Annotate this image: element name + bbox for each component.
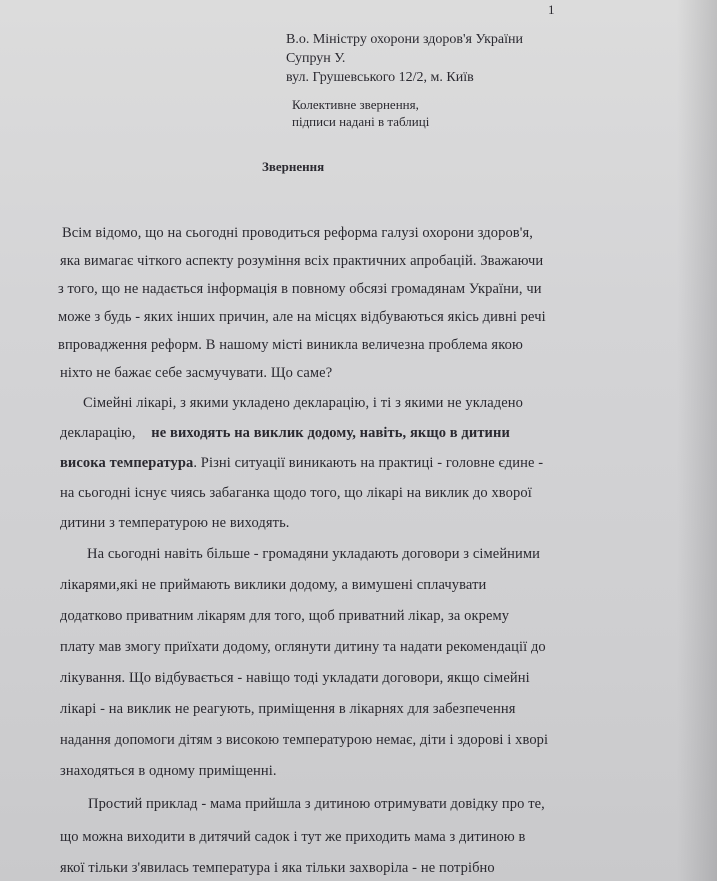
body-line: з того, що не надається інформація в повному обсязі громадянам України, чи: [58, 281, 542, 297]
body-line: дитини з температурою не виходять.: [60, 515, 290, 531]
body-line: на сьогодні існує чиясь забаганка щодо того, що лікарі на виклик до хворої: [60, 485, 532, 501]
addressee-line: В.о. Міністру охорони здоров'я України: [286, 32, 524, 47]
body-line: Всім відомо, що на сьогодні проводиться реформа галузі охорони здоров'я,: [62, 225, 533, 241]
body-line: На сьогодні навіть більше - громадяни укладають договори з сімейними: [87, 546, 541, 562]
body-line: [60, 455, 543, 472]
page-shadow: [677, 0, 717, 881]
body-line: [60, 425, 510, 442]
body-text: . Різні ситуації виникають на практиці - головне єдине -: [193, 455, 544, 471]
body-line: лікарі - на виклик не реагують, приміщення в лікарнях для забезпечення: [60, 701, 516, 717]
note-line: підписи надані в таблиці: [292, 114, 430, 129]
body-line: що можна виходити в дитячий садок і тут же приходить мама з дитиною в: [60, 829, 526, 845]
body-line: може з будь - яких інших причин, але на місцях відбуваються якісь дивні речі: [58, 309, 546, 325]
body-line: плату мав змогу приїхати додому, оглянути дитину та надати рекомендації до: [60, 639, 546, 655]
signature-note: [292, 96, 429, 130]
note-line: Колективне звернення,: [292, 97, 419, 112]
body-line: додатково приватним лікарям для того, щоб приватний лікар, за окрему: [60, 608, 510, 624]
emphasis-text: висока температура: [60, 455, 194, 471]
body-line: знаходяться в одному приміщенні.: [60, 763, 277, 779]
addressee-block: [286, 30, 523, 87]
body-line: яка вимагає чіткого аспекту розуміння всіх практичних апробацій. Зважаючи: [60, 253, 544, 269]
body-line: Сімейні лікарі, з якими укладено декларацію, і ті з якими не укладено: [83, 395, 523, 411]
body-line: лікування. Що відбувається - навіщо тоді укладати договори, якщо сімейні: [60, 670, 530, 686]
body-line: ніхто не бажає себе засмучувати. Що саме?: [60, 365, 333, 381]
body-line: якої тільки з'явилась температура і яка тільки захворіла - не потрібно: [60, 860, 495, 876]
page-number: 1: [548, 2, 555, 17]
emphasis-text: не виходять на виклик додому, навіть, якщо в дитини: [151, 425, 510, 441]
addressee-line: Супрун У.: [286, 51, 346, 66]
body-line: лікарями,які не приймають виклики додому, а вимушені сплачувати: [60, 577, 487, 593]
document-title: Звернення: [262, 159, 325, 174]
body-line: впровадження реформ. В нашому місті виникла величезна проблема якою: [58, 337, 523, 353]
body-line: надання допомоги дітям з високою температурою немає, діти і здорові і хворі: [60, 732, 549, 748]
body-line: Простий приклад - мама прийшла з дитиною отримувати довідку про те,: [88, 796, 545, 812]
body-text: декларацію,: [60, 425, 136, 441]
addressee-line: вул. Грушевського 12/2, м. Київ: [286, 70, 474, 85]
